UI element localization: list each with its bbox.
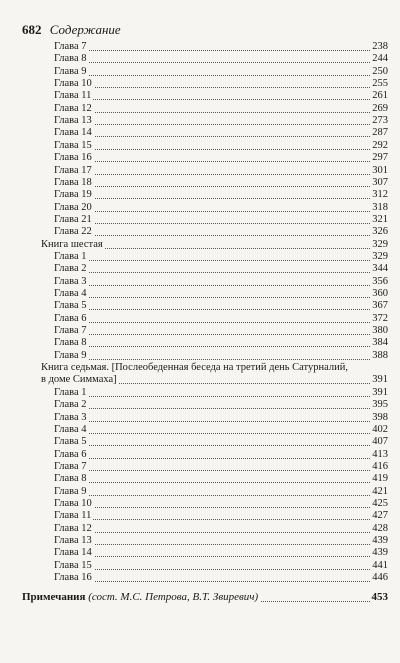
toc-chapter-entry xyxy=(54,449,388,461)
toc-chapter-entry xyxy=(54,127,388,139)
toc-chapter-entry xyxy=(54,300,388,312)
toc-entry-title: Глава 3 xyxy=(54,275,87,287)
dot-leader xyxy=(54,569,388,570)
dot-leader xyxy=(54,112,388,113)
toc-chapter-entry xyxy=(54,90,388,102)
toc-chapter-entry xyxy=(54,523,388,535)
toc-entry-page: 301 xyxy=(372,164,388,176)
toc-chapter-entry xyxy=(54,115,388,127)
dot-leader xyxy=(54,359,388,360)
toc-entry-page: 395 xyxy=(372,399,388,411)
toc-chapter-entry xyxy=(54,189,388,201)
toc-entry-page: 446 xyxy=(372,572,388,584)
toc-chapter-entry xyxy=(54,165,388,177)
toc-entry-page: 307 xyxy=(372,176,388,188)
toc-book-entry-continued xyxy=(41,374,388,386)
toc-chapter-entry xyxy=(54,251,388,263)
toc-entry-page: 372 xyxy=(372,312,388,324)
toc-entry-title: Глава 21 xyxy=(54,213,92,225)
dot-leader xyxy=(54,556,388,557)
dot-leader xyxy=(54,458,388,459)
toc-chapter-entry xyxy=(54,572,388,584)
toc-entry-title: Глава 1 xyxy=(54,250,87,262)
toc-entry-title: Глава 17 xyxy=(54,164,92,176)
toc-chapter-entry xyxy=(54,41,388,53)
toc-entry-title: Глава 9 xyxy=(54,349,87,361)
toc-entry-title: Глава 12 xyxy=(54,102,92,114)
toc-chapter-entry xyxy=(54,387,388,399)
toc-entry-page: 238 xyxy=(372,41,388,52)
dot-leader xyxy=(54,149,388,150)
toc-entry-title: Глава 9 xyxy=(54,485,87,497)
toc-entry-page: 391 xyxy=(372,386,388,398)
toc-entry-page: 326 xyxy=(372,226,388,238)
dot-leader xyxy=(54,433,388,434)
toc-entry-title: Глава 15 xyxy=(54,139,92,151)
toc-entry-page: 428 xyxy=(372,522,388,534)
toc-entry-title: Глава 2 xyxy=(54,399,87,411)
dot-leader xyxy=(54,334,388,335)
toc-entry-title: Глава 14 xyxy=(54,127,92,139)
toc-entry-page: 360 xyxy=(372,288,388,299)
toc-chapter-entry xyxy=(54,424,388,436)
toc-entry-title: Глава 13 xyxy=(54,535,92,546)
dot-leader xyxy=(54,470,388,471)
toc-entry-page: 421 xyxy=(372,485,388,497)
dot-leader xyxy=(54,260,388,261)
page-number: 682 xyxy=(22,22,42,37)
toc-entry-page: 244 xyxy=(372,53,388,65)
dot-leader xyxy=(54,87,388,88)
toc-entry-page: 453 xyxy=(371,591,388,604)
toc-entry-page: 391 xyxy=(372,374,388,386)
toc-entry-page: 384 xyxy=(372,337,388,349)
toc-entry-title: Глава 9 xyxy=(54,65,87,77)
toc-chapter-entry xyxy=(54,103,388,115)
dot-leader xyxy=(54,50,388,51)
dot-leader xyxy=(54,544,388,545)
toc-entry-page: 287 xyxy=(372,127,388,139)
toc-entry-title: Глава 7 xyxy=(54,460,87,472)
toc-chapter-entry xyxy=(54,226,388,238)
toc-chapter-entry xyxy=(54,202,388,214)
dot-leader xyxy=(54,581,388,582)
toc-entry-title: Глава 2 xyxy=(54,263,87,275)
dot-leader xyxy=(54,408,388,409)
dot-leader xyxy=(54,346,388,347)
toc-entry-page: 255 xyxy=(372,78,388,90)
toc-entry-page: 344 xyxy=(372,263,388,275)
toc-chapter-entry xyxy=(54,325,388,337)
toc-entry-title: Глава 18 xyxy=(54,176,92,188)
toc-entry-title: Глава 13 xyxy=(54,115,92,127)
toc-entry-title: Глава 8 xyxy=(54,337,87,349)
toc-chapter-entry xyxy=(54,461,388,473)
toc-chapter-entry xyxy=(54,66,388,78)
toc-entry-title: Глава 12 xyxy=(54,522,92,534)
toc-entry-title: Глава 10 xyxy=(54,78,92,90)
dot-leader xyxy=(54,198,388,199)
toc-entry-page: 416 xyxy=(372,460,388,472)
dot-leader xyxy=(54,309,388,310)
toc-entry-page: 329 xyxy=(372,238,388,250)
toc-entry-page: 261 xyxy=(372,90,388,102)
toc-entry-page: 441 xyxy=(372,559,388,571)
dot-leader xyxy=(54,495,388,496)
toc-entry-title: Глава 8 xyxy=(54,53,87,65)
toc-entry-page: 312 xyxy=(372,189,388,201)
toc-book-entry xyxy=(41,239,388,251)
toc-entry-title: Глава 15 xyxy=(54,559,92,571)
toc-entry-page: 402 xyxy=(372,423,388,435)
toc-entry-page: 292 xyxy=(372,139,388,151)
toc-chapter-entry xyxy=(54,140,388,152)
toc-chapter-entry xyxy=(54,288,388,300)
toc-chapter-entry xyxy=(54,486,388,498)
toc-chapter-entry xyxy=(54,337,388,349)
toc-entry-page: 250 xyxy=(372,65,388,77)
toc-chapter-entry xyxy=(54,313,388,325)
toc-entry-title: Глава 4 xyxy=(54,423,87,435)
toc-chapter-entry xyxy=(54,276,388,288)
toc-entry-title: Глава 20 xyxy=(54,201,92,213)
toc-chapter-entry xyxy=(54,473,388,485)
dot-leader xyxy=(54,285,388,286)
toc-notes-entry xyxy=(22,590,388,604)
dot-leader xyxy=(54,174,388,175)
dot-leader xyxy=(54,519,388,520)
toc-chapter-entry xyxy=(54,350,388,362)
running-header xyxy=(22,22,121,38)
toc-chapter-entry xyxy=(54,412,388,424)
toc-entry-page: 367 xyxy=(372,300,388,312)
toc-chapter-entry xyxy=(54,560,388,572)
toc-entry-title: Глава 1 xyxy=(54,386,87,398)
toc-entry-page: 329 xyxy=(372,250,388,262)
toc-chapter-entry xyxy=(54,498,388,510)
dot-leader xyxy=(54,507,388,508)
toc-chapter-entry xyxy=(54,177,388,189)
toc-entry-page: 427 xyxy=(372,510,388,522)
toc-entry-page: 398 xyxy=(372,411,388,423)
dot-leader xyxy=(54,186,388,187)
dot-leader xyxy=(54,421,388,422)
toc-entry-page: 269 xyxy=(372,102,388,114)
toc-entry-title: Глава 16 xyxy=(54,572,92,584)
toc-chapter-entry xyxy=(54,399,388,411)
toc-entry-title: Глава 5 xyxy=(54,436,87,448)
toc-chapter-entry xyxy=(54,535,388,547)
toc-entry-title: Книга седьмая. [Послеобеденная беседа на третий день Сатурналий, xyxy=(41,362,348,374)
dot-leader xyxy=(54,161,388,162)
toc-entry-title: Глава 5 xyxy=(54,300,87,312)
dot-leader xyxy=(54,99,388,100)
toc-entry-title xyxy=(22,590,260,604)
dot-leader xyxy=(54,211,388,212)
notes-editors: (сост. М.С. Петрова, В.Т. Звиревич) xyxy=(88,591,259,604)
dot-leader xyxy=(54,75,388,76)
notes-label: Примечания xyxy=(22,591,86,604)
dot-leader xyxy=(54,445,388,446)
toc-entry-page: 439 xyxy=(372,535,388,546)
toc-entry-page: 356 xyxy=(372,275,388,287)
toc-entry-title: Глава 10 xyxy=(54,497,92,509)
dot-leader xyxy=(54,297,388,298)
dot-leader xyxy=(54,322,388,323)
toc-entry-page: 419 xyxy=(372,473,388,485)
toc-entry-page: 297 xyxy=(372,152,388,164)
toc-entry-page: 388 xyxy=(372,349,388,361)
toc-chapter-entry xyxy=(54,78,388,90)
toc-entry-title: Глава 16 xyxy=(54,152,92,164)
toc-chapter-entry xyxy=(54,263,388,275)
toc-entry-title: Глава 7 xyxy=(54,325,87,337)
dot-leader xyxy=(54,235,388,236)
toc-entry-title: Книга шестая xyxy=(41,238,103,250)
running-title: Содержание xyxy=(49,22,121,37)
dot-leader xyxy=(54,223,388,224)
toc-chapter-entry xyxy=(54,547,388,559)
toc-entry-page: 273 xyxy=(372,115,388,127)
toc-chapter-entry xyxy=(54,510,388,522)
toc-entry-page: 439 xyxy=(372,547,388,559)
toc-chapter-entry xyxy=(54,436,388,448)
toc-entry-title: Глава 22 xyxy=(54,226,92,238)
dot-leader xyxy=(54,62,388,63)
dot-leader xyxy=(54,272,388,273)
dot-leader xyxy=(54,532,388,533)
toc-chapter-entry xyxy=(54,152,388,164)
toc-chapter-entry xyxy=(54,214,388,226)
toc-entry-page: 407 xyxy=(372,436,388,448)
dot-leader xyxy=(54,124,388,125)
toc-entry-title: в доме Симмаха] xyxy=(41,374,117,386)
toc-chapter-entry xyxy=(54,53,388,65)
dot-leader xyxy=(54,136,388,137)
toc-entry-title: Глава 3 xyxy=(54,411,87,423)
toc-entry-title: Глава 11 xyxy=(54,90,92,102)
toc-entry-title: Глава 6 xyxy=(54,448,87,460)
toc-entry-title: Глава 4 xyxy=(54,288,87,299)
toc-entry-title: Глава 14 xyxy=(54,547,92,559)
toc-entry-title: Глава 7 xyxy=(54,41,87,52)
dot-leader xyxy=(54,482,388,483)
toc-entry-title: Глава 8 xyxy=(54,473,87,485)
dot-leader xyxy=(54,396,388,397)
toc-entry-title: Глава 11 xyxy=(54,510,92,522)
toc-entry-page: 413 xyxy=(372,448,388,460)
toc-entry-page: 380 xyxy=(372,325,388,337)
toc-book-entry xyxy=(41,362,388,374)
toc-entry-page: 425 xyxy=(372,497,388,509)
toc-entry-title: Глава 6 xyxy=(54,312,87,324)
toc-entry-page: 318 xyxy=(372,201,388,213)
toc-entry-page: 321 xyxy=(372,213,388,225)
toc-entry-title: Глава 19 xyxy=(54,189,92,201)
